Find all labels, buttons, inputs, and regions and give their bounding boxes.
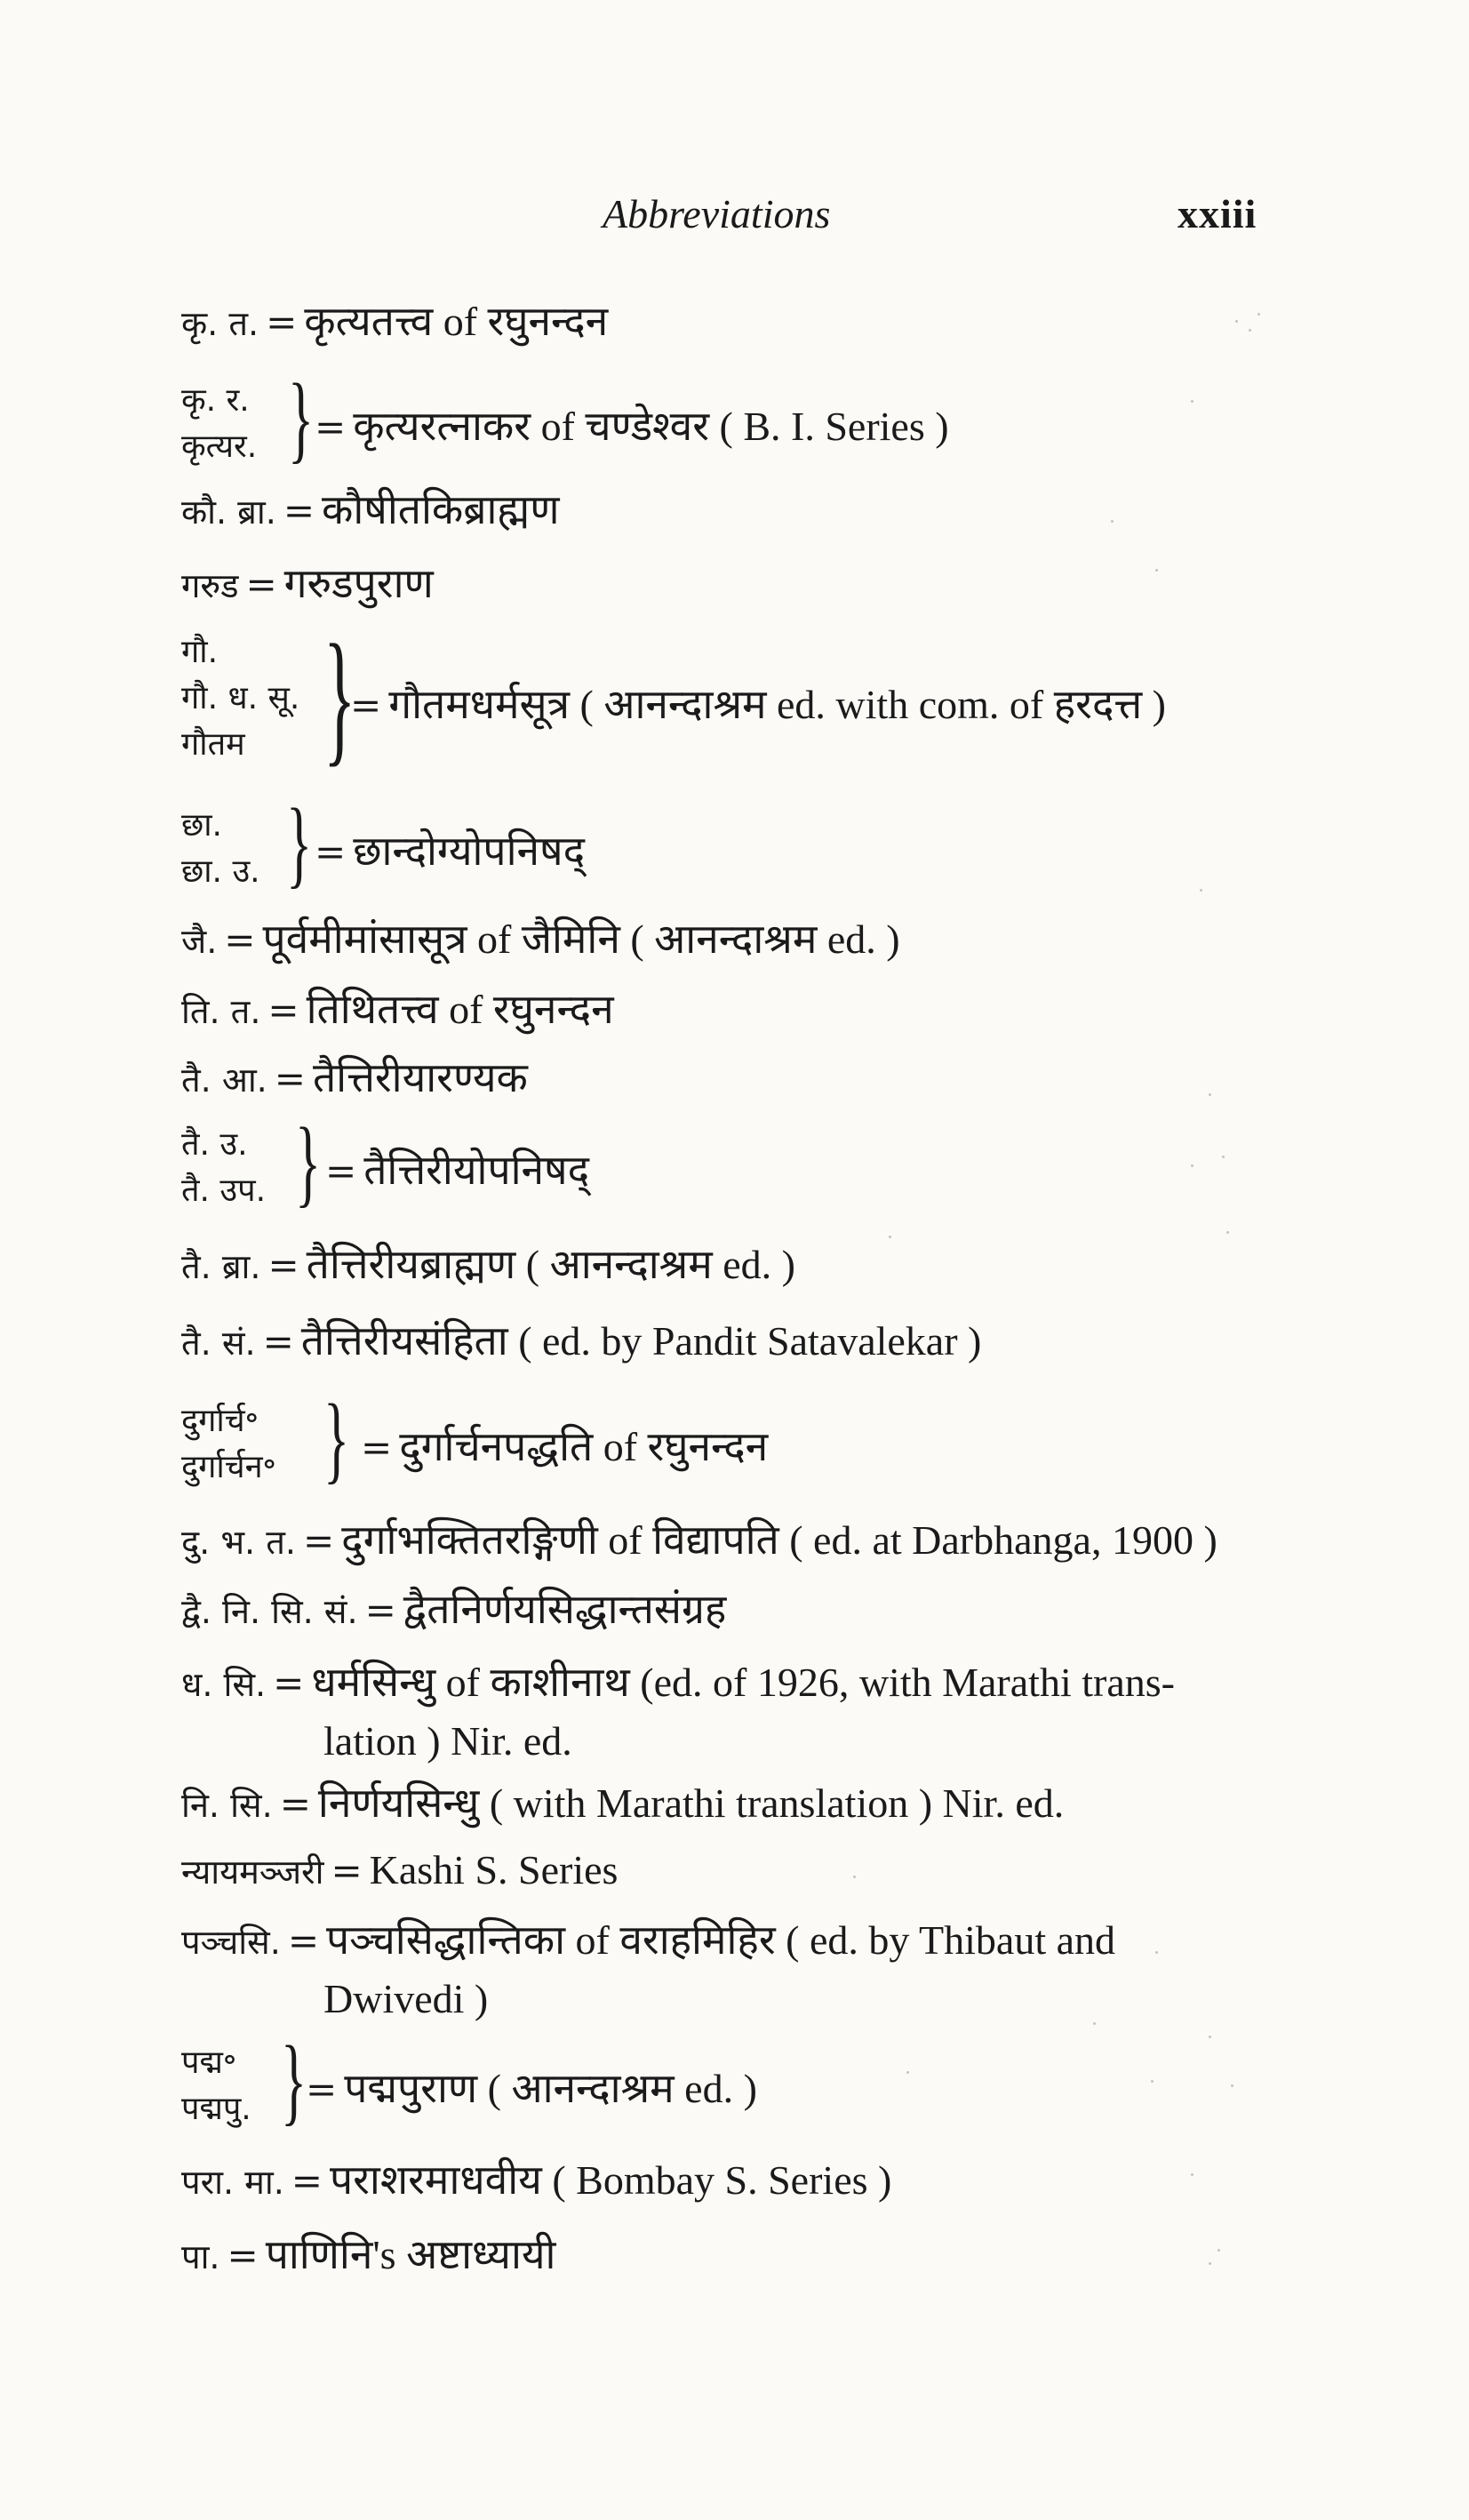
abbreviation-expansion: छान्दोग्योपनिषद् [353, 828, 586, 874]
abbreviation-entry [181, 2155, 1265, 2208]
scan-speck [1209, 1093, 1211, 1096]
abbreviation-entry [181, 984, 1265, 1037]
abbreviation-entry [181, 1778, 1265, 1831]
scan-speck [1218, 2249, 1220, 2252]
scan-speck [1191, 1164, 1194, 1167]
equals-sign: = [306, 2068, 338, 2111]
abbreviation-expansion: निर्णयसिन्धु ( with Marathi translation ) Nir. ed. [317, 1780, 1065, 1826]
scan-speck [906, 2071, 909, 2074]
abbreviation-key: दुर्गार्च॰ [181, 1403, 259, 1439]
equals-sign: = [302, 1519, 335, 1563]
scan-speck [1155, 1951, 1158, 1954]
abbreviation-entry [181, 1052, 1265, 1106]
scan-speck [1191, 2173, 1194, 2176]
scan-speck [889, 1236, 891, 1238]
abbreviation-expansion: तैत्तिरीयारण्यक [312, 1055, 528, 1100]
abbreviation-key: द्वै. नि. सि. सं. [181, 1592, 358, 1631]
equals-sign: = [315, 405, 347, 449]
abbreviation-key: पा. [181, 2237, 220, 2276]
abbreviation-expansion: पूर्वमीमांसासूत्र of जैमिनि ( आनन्दाश्रम ed. ) [262, 916, 900, 962]
abbreviation-entry [181, 1584, 1265, 1637]
abbreviation-expansion: कौषीतकिब्राह्मण [322, 487, 560, 532]
abbreviation-key: परा. मा. [181, 2163, 284, 2202]
abbreviation-expansion: पञ्चसिद्धान्तिका of वराहमिहिर ( ed. by Thibaut and [326, 1917, 1116, 1963]
equals-sign: = [245, 563, 277, 606]
abbreviation-expansion: पराशरमाधवीय ( Bombay S. Series ) [329, 2157, 892, 2203]
abbreviation-expansion: तैत्तिरीयसंहिता ( ed. by Pandit Satavalekar ) [300, 1318, 982, 1364]
abbreviation-expansion: गरुडपुराण [283, 561, 434, 606]
abbreviation-expansion: तैत्तिरीयब्राह्मण ( आनन्दाश्रम ed. ) [306, 1242, 795, 1287]
abbreviation-key: दु. भ. त. [181, 1523, 296, 1562]
right-brace: } [295, 1108, 322, 1216]
abbreviation-key: नि. सि. [181, 1786, 273, 1825]
abbreviation-expansion: गौतमधर्मसूत्र ( आनन्दाश्रम ed. with com. of हरदत्त ) [388, 682, 1167, 727]
abbreviation-key: पद्म॰ [181, 2044, 237, 2081]
equals-sign: = [274, 1057, 306, 1100]
abbreviation-expansion: दुर्गार्चनपद्धति of रघुनन्दन [399, 1424, 769, 1469]
abbreviation-key: ध. सि. [181, 1665, 267, 1704]
abbreviation-key: जै. [181, 922, 218, 961]
abbreviation-entry [181, 1239, 1265, 1292]
equals-sign: = [227, 2234, 259, 2277]
abbreviation-key: गौ. [181, 634, 219, 670]
abbreviation-key: पद्मपु. [181, 2091, 251, 2127]
abbreviation-entry [181, 484, 1265, 538]
scan-speck [1257, 313, 1260, 316]
equals-sign: = [361, 1426, 393, 1469]
abbreviation-group [181, 1384, 1265, 1496]
abbreviation-expansion: तिथितत्त्व of रघुनन्दन [306, 987, 614, 1032]
abbreviation-entry [181, 1316, 1265, 1369]
abbreviation-entry [181, 1653, 1265, 1770]
equals-sign: = [287, 1919, 320, 1963]
equals-sign: = [291, 2159, 323, 2203]
abbreviation-key: तै. आ. [181, 1060, 267, 1100]
abbreviation-key: छा. उ. [181, 853, 260, 890]
abbreviation-expansion: Kashi S. Series [369, 1847, 619, 1892]
abbreviation-entry [181, 1844, 1265, 1898]
scan-speck [1231, 2084, 1233, 2087]
equals-sign: = [283, 489, 315, 532]
abbreviation-key: ति. त. [181, 992, 261, 1031]
right-brace: } [281, 2026, 307, 2134]
equals-sign: = [267, 1244, 299, 1287]
scan-speck [1191, 400, 1194, 403]
scan-speck [1093, 2022, 1096, 2025]
abbreviation-entry [181, 1911, 1265, 2028]
equals-sign: = [267, 988, 299, 1032]
scan-speck [1226, 1231, 1229, 1234]
page-number: xxiii [1178, 191, 1257, 236]
equals-sign: = [262, 1320, 294, 1364]
abbreviation-group [181, 2026, 1265, 2138]
equals-sign: = [325, 1149, 357, 1193]
abbreviation-group [181, 788, 1265, 900]
abbreviation-group [181, 614, 1265, 780]
abbreviation-key: गौतम [181, 726, 245, 763]
abbreviation-key: न्यायमञ्जरी [181, 1852, 324, 1892]
abbreviation-key: पञ्चसि. [181, 1923, 281, 1962]
running-title: Abbreviations [603, 191, 831, 236]
abbreviation-expansion: दुर्गाभक्तितरङ्गिणी of विद्यापति ( ed. at Darbhanga, 1900 ) [341, 1517, 1218, 1563]
abbreviation-entry [181, 1515, 1265, 1568]
right-brace: } [288, 364, 315, 472]
scan-speck [1151, 2080, 1154, 2083]
abbreviation-key: छा. [181, 807, 223, 844]
right-brace: } [323, 614, 356, 780]
abbreviation-key: कृ. र. [181, 382, 250, 419]
abbreviation-key: कृ. त. [181, 304, 259, 343]
page-header [0, 190, 1469, 244]
scan-speck [1200, 889, 1202, 892]
abbreviation-key: कौ. ब्रा. [181, 492, 276, 532]
abbreviation-group [181, 1108, 1265, 1220]
abbreviation-entry [181, 558, 1265, 612]
abbreviation-expansion: पद्मपुराण ( आनन्दाश्रम ed. ) [344, 2066, 757, 2111]
scan-speck [1235, 320, 1238, 323]
abbreviation-key: तै. उ. [181, 1126, 248, 1163]
abbreviation-continuation: lation ) Nir. ed. [323, 1718, 572, 1764]
equals-sign: = [266, 300, 298, 344]
abbreviation-key: गौ. ध. सू. [181, 680, 300, 716]
equals-sign: = [315, 830, 347, 874]
abbreviation-expansion: तैत्तिरीयोपनिषद् [363, 1148, 590, 1193]
equals-sign: = [350, 684, 382, 727]
abbreviation-key: तै. उप. [181, 1172, 267, 1209]
abbreviation-key: तै. ब्रा. [181, 1247, 261, 1286]
scan-speck [1209, 2262, 1211, 2265]
equals-sign: = [364, 1588, 396, 1632]
equals-sign: = [331, 1849, 363, 1892]
abbreviation-key: कृत्यर. [181, 428, 258, 465]
abbreviation-expansion: कृत्यरत्नाकर of चण्डेश्वर ( B. I. Series ) [353, 404, 949, 449]
right-brace: } [323, 1384, 350, 1492]
abbreviation-key: गरुड [181, 566, 239, 605]
abbreviation-entry [181, 2229, 1265, 2283]
scan-speck [1155, 569, 1158, 572]
scan-speck [1249, 329, 1251, 332]
abbreviation-key: तै. सं. [181, 1324, 256, 1363]
abbreviation-expansion: द्वैतनिर्णयसिद्धान्तसंग्रह [403, 1587, 727, 1632]
abbreviation-expansion: धर्मसिन्धु of काशीनाथ (ed. of 1926, with Marathi trans- [311, 1660, 1175, 1705]
abbreviation-entry [181, 914, 1265, 967]
abbreviation-expansion: कृत्यतत्त्व of रघुनन्दन [304, 299, 609, 344]
equals-sign: = [224, 918, 256, 962]
scan-speck [1111, 520, 1114, 523]
equals-sign: = [279, 1782, 311, 1826]
scan-speck [853, 1876, 856, 1878]
equals-sign: = [273, 1661, 305, 1705]
scan-speck [1209, 2036, 1211, 2038]
scan-speck [1222, 1156, 1225, 1158]
abbreviation-group [181, 364, 1265, 476]
abbreviation-continuation: Dwivedi ) [323, 1976, 489, 2021]
abbreviation-key: दुर्गार्चन॰ [181, 1449, 276, 1485]
abbreviation-entry [181, 296, 1265, 349]
abbreviation-expansion: पाणिनि's अष्टाध्यायी [265, 2232, 556, 2277]
right-brace: } [286, 788, 313, 897]
